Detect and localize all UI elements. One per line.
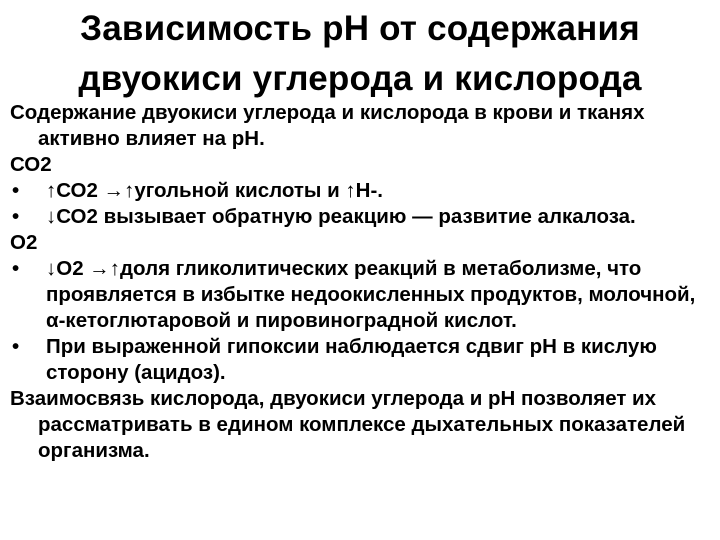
slide-title [40,4,680,104]
o2-heading: О2 [10,231,38,254]
o2-bullet-text: При выраженной гипоксии наблюдается сдвиг рН в кислую сторону (ацидоз). [46,335,657,384]
slide-body [10,100,706,464]
bullet-marker: • [12,179,20,202]
co2-bullet-item [10,178,706,204]
co2-heading: СО2 [10,153,52,176]
bullet-marker: • [12,205,20,228]
bullet-marker: • [12,335,20,358]
o2-bullet-item [10,334,706,386]
conclusion-paragraph: Взаимосвязь кислорода, двуокиси углерода и рН позволяет их рассматривать в едином комплексе дыхательных показателей организма. [10,387,686,462]
bullet-marker: • [12,257,20,280]
intro-paragraph: Содержание двуокиси углерода и кислорода в крови и тканях активно влияет на рН. [10,101,645,150]
co2-bullet-text: ↑СО2 →↑угольной кислоты и ↑Н-. [46,179,383,202]
title-line-1: Зависимость рН от содержания [80,9,640,48]
co2-bullet-text: ↓СО2 вызывает обратную реакцию — развитие алкалоза. [46,205,636,228]
title-line-2: двуокиси углерода и кислорода [78,59,642,98]
o2-bullet-item [10,256,706,334]
o2-bullet-text: ↓О2 →↑доля гликолитических реакций в метаболизме, что проявляется в избытке недоокисленных продуктов, молочной, α-кетоглютаровой и пировиноградной кислот. [46,257,696,332]
co2-bullet-item [10,204,706,230]
